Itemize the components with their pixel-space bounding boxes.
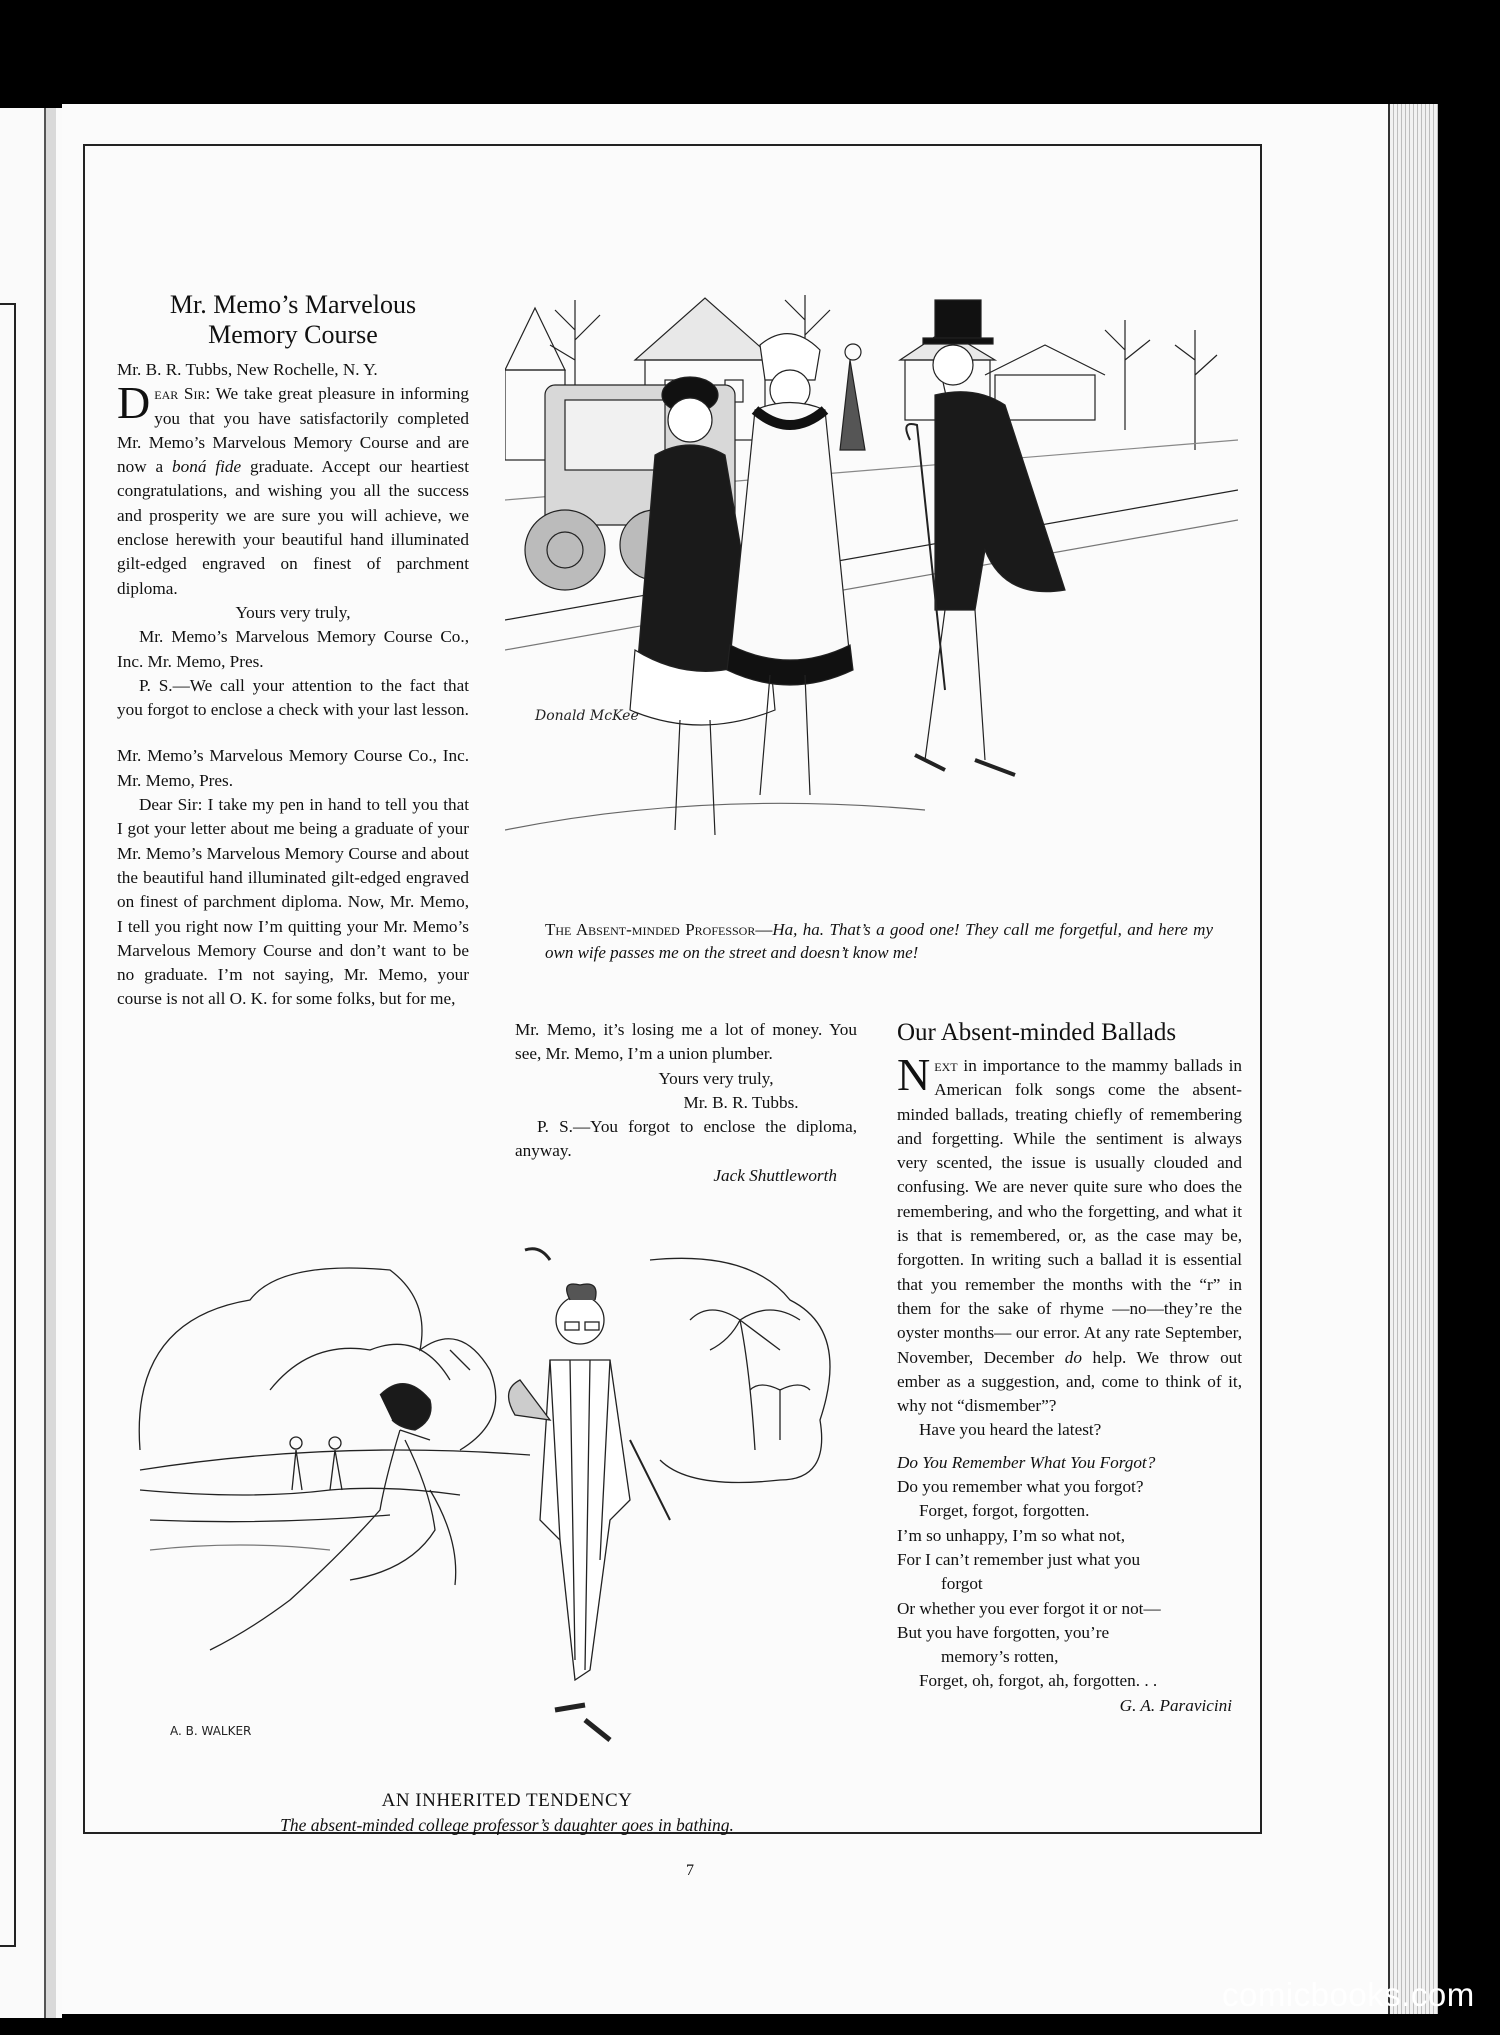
- memo-letter2-ps: P. S.—You forgot to enclose the diploma, anyway.: [515, 1117, 857, 1161]
- memo-letter2-address: Mr. Memo’s Marvelous Memory Course Co., Inc. Mr. Memo, Pres.: [117, 746, 469, 790]
- ballads-article: [897, 1018, 1242, 1718]
- ballads-question: Have you heard the latest?: [919, 1420, 1102, 1440]
- memo-letter1-signature: Mr. Memo’s Marvelous Memory Course Co., Inc. Mr. Memo, Pres.: [117, 627, 469, 671]
- dropcap: N: [897, 1049, 931, 1100]
- memo-article: [117, 290, 469, 1012]
- memo-letter2-closing: Yours very truly,: [658, 1068, 774, 1088]
- ballads-author: G. A. Paravicini: [1119, 1695, 1232, 1715]
- memo-title: Mr. Memo’s Marvelous Memory Course: [169, 290, 417, 349]
- memo-address: Mr. B. R. Tubbs, New Rochelle, N. Y.: [117, 360, 378, 379]
- left-page-border: [0, 303, 16, 1947]
- memo-letter2-cont: Mr. Memo, it’s losing me a lot of money. You see, Mr. Memo, I’m a union plumber.: [515, 1020, 857, 1064]
- watermark: comicbooks.com: [1222, 1976, 1475, 2013]
- ballads-title: Our Absent-minded Ballads: [897, 1019, 1177, 1046]
- page-stack-edge: [1388, 104, 1438, 2014]
- memo-continuation: [515, 1018, 857, 1188]
- memo-author: Jack Shuttleworth: [713, 1165, 837, 1185]
- memo-letter1: Dear Sir: We take great pleasure in informing you that you have satisfactorily completed Mr. Memo’s Marvelous Memory Course and are now a boná fide graduate. Accept our heartiest congratulations, and wishing you all the success and prosperity we are sure you will achieve, we enclose herewith your beautiful hand illuminated gilt-edged engraved on finest of parchment diploma.: [117, 377, 470, 598]
- tendency-title: AN INHERITED TENDENCY: [381, 1790, 633, 1811]
- memo-letter1-ps: P. S.—We call your attention to the fact that you forgot to enclose a check with your last lesson.: [117, 675, 469, 720]
- memo-letter2-body: Dear Sir: I take my pen in hand to tell you that I got your letter about me being a graduate of your Mr. Memo’s Marvelous Memory Course and about the beautiful hand illuminated gilt-edged engraved on finest of parchment diploma. Now, Mr. Memo, I tell you right now I’m quitting your Mr. Memo’s Marvelous Memory Course and don’t want to be no graduate. I’m not saying, Mr. Memo, your course is not all O. K. for some folks, but for me,: [117, 795, 469, 1009]
- poem-title: Do You Remember What You Forgot?: [897, 1452, 1156, 1472]
- professor-cartoon-drawing: [505, 290, 1238, 895]
- professor-cartoon-signature: Donald McKee: [535, 708, 639, 724]
- page-number: 7: [686, 1862, 694, 1879]
- tendency-cartoon: [130, 1240, 890, 1780]
- tendency-cartoon-drawing: [130, 1240, 890, 1780]
- tendency-caption: The absent-minded college professor’s daughter goes in bathing.: [280, 1815, 734, 1835]
- left-page-edge: [0, 108, 62, 2018]
- tendency-cartoon-signature: A. B. WALKER: [170, 1724, 252, 1738]
- ballads-body: Next in importance to the mammy ballads in American folk songs come the absent-minded ballads, treating chiefly of remembering and forgetting. While the sentiment is always very scented, the issue is usually clouded and confusing. We are never quite sure who does the remembering, and who the forgetting, and what it is that is remembered, or, as the case may be, forgotten. In writing such a ballad it is essential that you remember the months with the “r” in them for the sake of rhyme —no—they’re the oyster months— our error. At any rate September, November, December do help. We throw out ember as a suggestion, and, come to think of it, why not “dismember”?: [897, 1049, 1243, 1416]
- professor-caption: The Absent-minded Professor—Ha, ha. That’s a good one! They call me forgetful, and here my own wife passes me on the street and doesn’t know me!: [545, 920, 1213, 962]
- poem: Do you remember what you forgot? Forget, forgot, forgotten. I’m so unhappy, I’m so what not, For I can’t remember just what you forgot Or whether you ever forgot it or not— But you have forgotten, you’re memory’s rotten, Forget, oh, forgot, ah, forgotten. . .: [897, 1477, 1161, 1691]
- dropcap: D: [117, 377, 151, 429]
- professor-cartoon: [505, 290, 1238, 895]
- memo-letter2-signature: Mr. B. R. Tubbs.: [683, 1092, 799, 1112]
- left-page-gutter: [44, 108, 56, 2018]
- memo-letter1-closing: Yours very truly,: [235, 602, 351, 622]
